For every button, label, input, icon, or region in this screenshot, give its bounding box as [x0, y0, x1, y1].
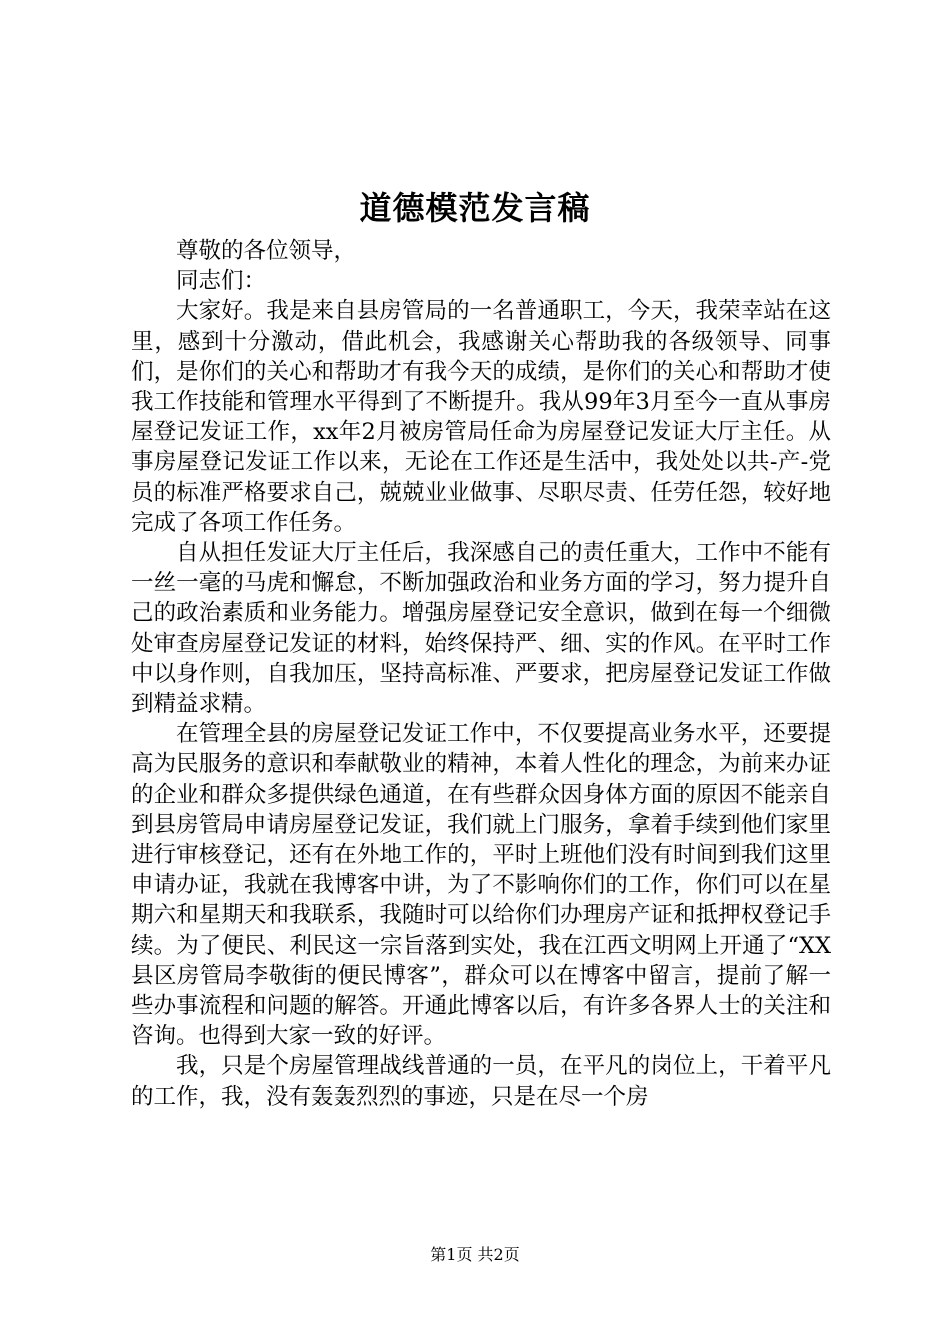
- page-footer: 第1页 共2页: [430, 1245, 520, 1264]
- document-body: [131, 236, 831, 1112]
- body-paragraph: 在管理全县的房屋登记发证工作中，不仅要提高业务水平，还要提高为民服务的意识和奉献敬业的精神，本着人性化的理念，为前来办证的企业和群众多提供绿色通道，在有些群众因身体方面的原因不能亲自到县房管局申请房屋登记发证，我们就上门服务，拿着手续到他们家里进行审核登记，还有在外地工作的，平时上班他们没有时间到我们这里申请办证，我就在我博客中讲，为了不影响你们的工作，你们可以在星期六和星期天和我联系，我随时可以给你们办理房产证和抵押权登记手续。为了便民、利民这一宗旨落到实处，我在江西文明网上开通了“XX县区房管局李敬街的便民博客”，群众可以在博客中留言，提前了解一些办事流程和问题的解答。开通此博客以后，有许多各界人士的关注和咨询。也得到大家一致的好评。: [131, 721, 831, 1050]
- salutation-line: 尊敬的各位领导，: [176, 238, 357, 264]
- salutation-line: 同志们：: [176, 268, 267, 295]
- document-title: 道德模范发言稿: [359, 189, 591, 227]
- body-paragraph: 我，只是个房屋管理战线普通的一员，在平凡的岗位上，干着平凡的工作，我，没有轰轰烈烈的事迹，只是在尽一个房: [131, 1053, 831, 1110]
- body-paragraph: 大家好。我是来自县房管局的一名普通职工，今天，我荣幸站在这里，感到十分激动，借此机会，我感谢关心帮助我的各级领导、同事们，是你们的关心和帮助才有我今天的成绩，是你们的关心和帮助才使我工作技能和管理水平得到了不断提升。我从99年3月至今一直从事房屋登记发证工作，xx年2月被房管局任命为房屋登记发证大厅主任。从事房屋登记发证工作以来，无论在工作还是生活中，我处处以共-产-党员的标准严格要求自己，兢兢业业做事、尽职尽责、任劳任怨，较好地完成了各项工作任务。: [131, 298, 831, 536]
- body-paragraph: 自从担任发证大厅主任后，我深感自己的责任重大，工作中不能有一丝一毫的马虎和懈怠，不断加强政治和业务方面的学习，努力提升自己的政治素质和业务能力。增强房屋登记安全意识，做到在每一个细微处审查房屋登记发证的材料，始终保持严、细、实的作风。在平时工作中以身作则，自我加压，坚持高标准、严要求，把房屋登记发证工作做到精益求精。: [131, 540, 831, 718]
